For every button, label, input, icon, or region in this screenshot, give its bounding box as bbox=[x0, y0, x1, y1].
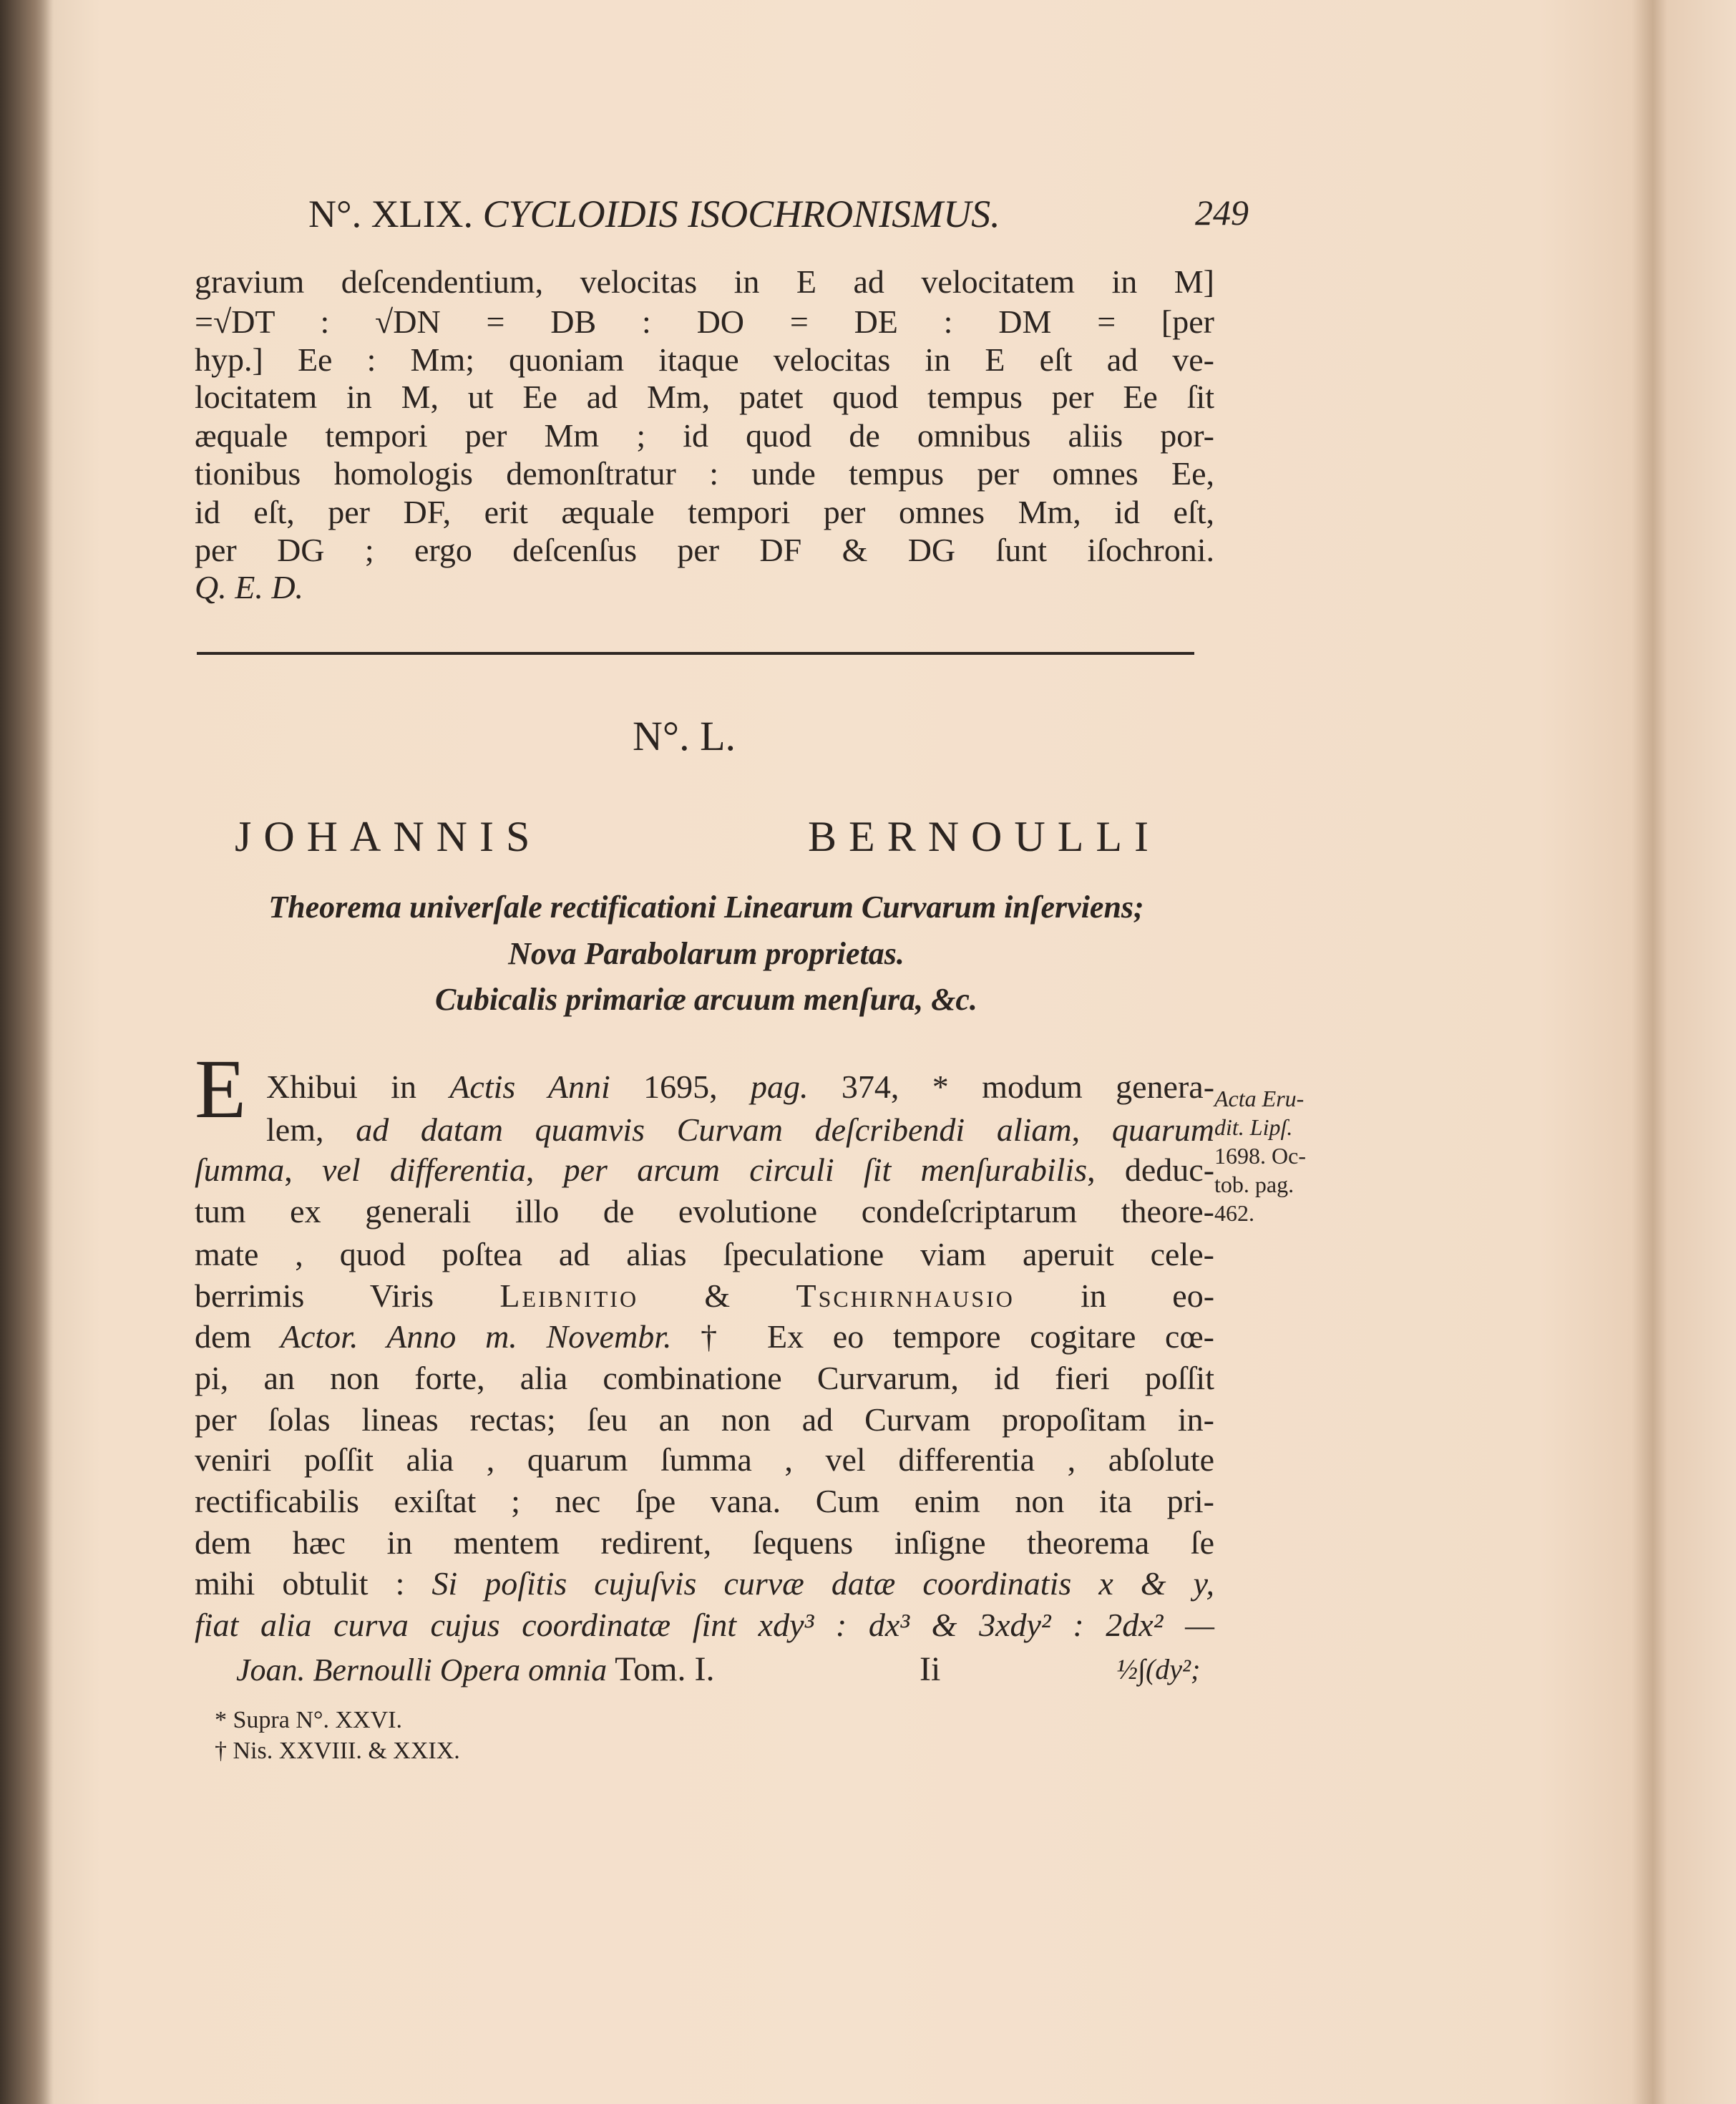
text-line: dem Actor. Anno m. Novembr. † Ex eo tempore cogitare cœ- bbox=[195, 1318, 1215, 1355]
text-line: hyp.] Ee : Mm; quoniam itaque velocitas in E eſt ad ve- bbox=[195, 341, 1214, 378]
text-line: ſumma, vel differentia, per arcum circuli ſit menſurabilis, deduc- bbox=[195, 1151, 1215, 1188]
text-line: fiat alia curva cujus coordinatæ ſint xdy³ : dx³ & 3xdy² : 2dx² — bbox=[195, 1607, 1214, 1643]
text-line: id eſt, per DF, erit æquale tempori per omnes Mm, id eſt, bbox=[195, 494, 1214, 530]
text-line: Xhibui in Actis Anni 1695, pag. 374, * modum genera- bbox=[266, 1068, 1215, 1105]
footnote: † Nis. XXVIII. & XXIX. bbox=[215, 1738, 460, 1764]
text-line: locitatem in M, ut Ee ad Mm, patet quod tempus per Ee ſit bbox=[195, 379, 1214, 415]
subtitle: Nova Parabolarum proprietas. bbox=[508, 936, 904, 971]
text-line: dem hæc in mentem redirent, ſequens inſigne theorema ſe bbox=[195, 1524, 1214, 1561]
text-line: tionibus homologis demonſtratur : unde tempus per omnes Ee, bbox=[195, 455, 1214, 492]
signature-mark: Ii bbox=[920, 1650, 941, 1688]
text-line: tum ex generali illo de evolutione condeſcriptarum theore- bbox=[195, 1193, 1214, 1229]
qed: Q. E. D. bbox=[195, 569, 304, 605]
catchword: ½∫(dy²; bbox=[1116, 1653, 1201, 1685]
text-line: mate , quod poſtea ad alias ſpeculatione viam aperuit cele- bbox=[195, 1236, 1214, 1272]
text-line: gravium deſcendentium, velocitas in E ad velocitatem in M] bbox=[195, 263, 1214, 300]
subtitle: Cubicalis primariæ arcuum menſura, &c. bbox=[435, 982, 977, 1017]
section-number: N°. L. bbox=[632, 713, 736, 759]
text-line: mihi obtulit : Si poſitis cujuſvis curvæ datæ coordinatis x & y, bbox=[195, 1565, 1215, 1602]
text-line: per DG ; ergo deſcenſus per DF & DG ſunt iſochroni. bbox=[195, 532, 1214, 568]
header-number: N°. XLIX. bbox=[308, 193, 474, 235]
text-line: æquale tempori per Mm ; id quod de omnibus aliis por- bbox=[195, 417, 1214, 454]
header-title: CYCLOIDIS ISOCHRONISMUS. bbox=[482, 193, 1000, 235]
subtitle: Theorema univerſale rectificationi Linearum Curvarum inſerviens; bbox=[268, 890, 1144, 925]
text-line: lem, ad datam quamvis Curvam deſcribendi aliam, quarum bbox=[266, 1111, 1215, 1148]
section-divider bbox=[197, 652, 1194, 655]
page-number: 249 bbox=[1195, 193, 1249, 233]
drop-cap: E bbox=[195, 1042, 247, 1136]
text-line: =√DT : √DN = DB : DO = DE : DM = [per bbox=[195, 303, 1214, 340]
book-binding-edge bbox=[0, 0, 54, 2104]
text-line: rectificabilis exiſtat ; nec ſpe vana. Cum enim non ita pri- bbox=[195, 1483, 1214, 1519]
margin-note: Acta Eru- dit. Lipſ. 1698. Oc- tob. pag. 462. bbox=[1214, 1086, 1306, 1226]
footer-work: Joan. Bernoulli Opera omnia Tom. I. bbox=[236, 1650, 715, 1688]
author-heading: JOHANNIS BERNOULLI bbox=[235, 813, 1161, 860]
text-line: pi, an non forte, alia combinatione Curvarum, id fieri poſſit bbox=[195, 1360, 1214, 1396]
running-header bbox=[308, 192, 1000, 236]
text-line: per ſolas lineas rectas; ſeu an non ad Curvam propoſitam in- bbox=[195, 1401, 1214, 1438]
text-line: berrimis Viris Leibnitio & Tschirnhausio in eo- bbox=[195, 1277, 1215, 1314]
footnote: * Supra N°. XXVI. bbox=[215, 1707, 402, 1733]
text-line: veniri poſſit alia , quarum ſumma , vel differentia , abſolute bbox=[195, 1441, 1214, 1478]
